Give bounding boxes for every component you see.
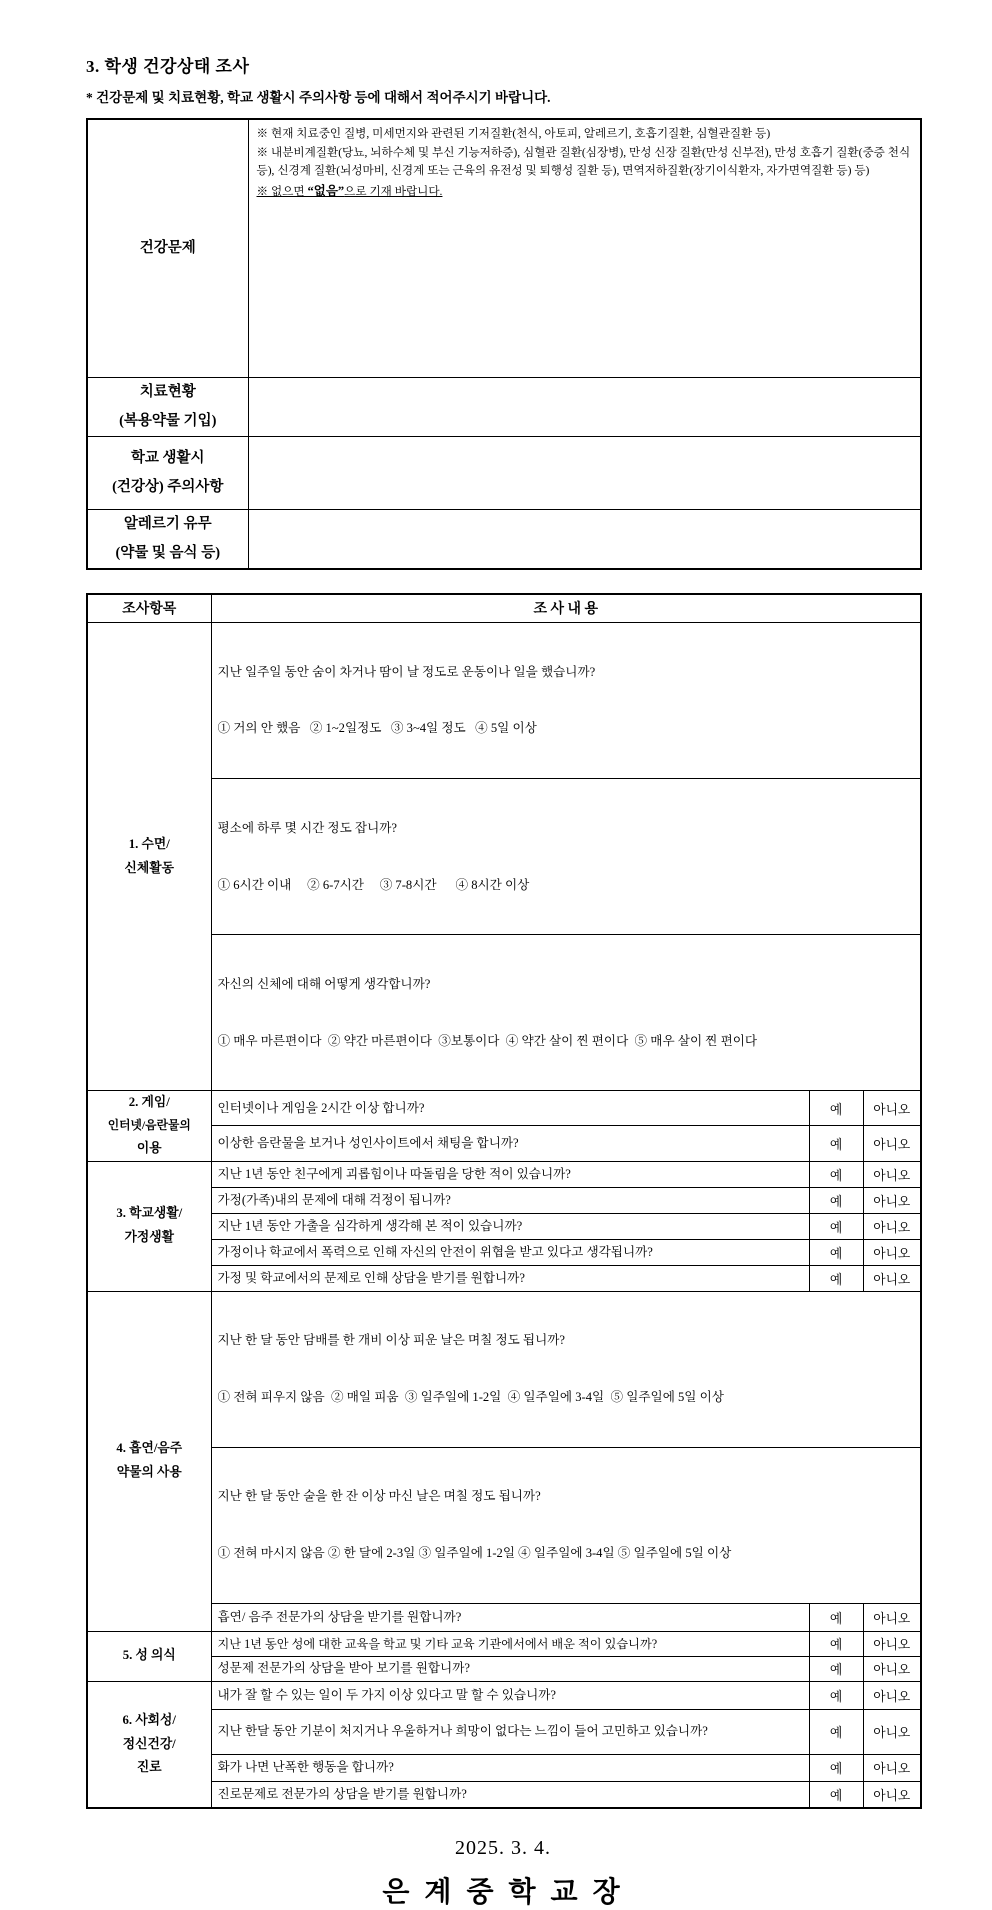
no-cell[interactable]: 아니오 (863, 1265, 921, 1291)
question-cell: 화가 나면 난폭한 행동을 합니까? (211, 1754, 809, 1781)
no-cell[interactable]: 아니오 (863, 1239, 921, 1265)
yes-cell[interactable]: 예 (809, 1681, 863, 1709)
survey-header-item: 조사항목 (87, 594, 211, 623)
page-subtitle: * 건강문제 및 치료현황, 학교 생활시 주의사항 등에 대해서 적어주시기 바랍니다. (86, 90, 551, 105)
question-cell: 성문제 전문가의 상담을 받아 보기를 원합니까? (211, 1656, 809, 1681)
question-cell: 지난 1년 동안 가출을 심각하게 생각해 본 적이 있습니까? (211, 1213, 809, 1239)
no-cell[interactable]: 아니오 (863, 1656, 921, 1681)
treatment-status-answer-cell[interactable] (248, 377, 921, 436)
yes-cell[interactable]: 예 (809, 1781, 863, 1808)
yes-cell[interactable]: 예 (809, 1754, 863, 1781)
section-sleep-activity: 1. 수면/ 신체활동 (87, 623, 211, 1091)
health-problem-answer-cell[interactable] (248, 119, 921, 377)
question-cell: 이상한 음란물을 보거나 성인사이트에서 채팅을 합니까? (211, 1126, 809, 1161)
health-note-final: ※ 없으면 “없음”으로 기재 바랍니다. (256, 183, 443, 198)
section-game-internet: 2. 게임/ 인터넷/음란물의 이용 (87, 1091, 211, 1161)
no-cell[interactable]: 아니오 (863, 1187, 921, 1213)
answer-options: ① 전혀 피우지 않음 ② 매일 피움 ③ 일주일에 1-2일 ④ 일주일에 3-4일 ⑤ 일주일에 5일 이상 (217, 1389, 724, 1404)
question-cell: 진로문제로 전문가의 상담을 받기를 원합니까? (211, 1781, 809, 1808)
question-cell: 자신의 신체에 대해 어떻게 생각합니까? ① 매우 마른편이다 ② 약간 마른편이다 ③보통이다 ④ 약간 살이 찐 편이다 ⑤ 매우 살이 찐 편이다 (211, 935, 921, 1091)
survey-header-content: 조 사 내 용 (211, 594, 921, 623)
answer-options: ① 매우 마른편이다 ② 약간 마른편이다 ③보통이다 ④ 약간 살이 찐 편이다 ⑤ 매우 살이 찐 편이다 (217, 1033, 758, 1048)
no-cell[interactable]: 아니오 (863, 1681, 921, 1709)
no-cell[interactable]: 아니오 (863, 1126, 921, 1161)
no-cell[interactable]: 아니오 (863, 1631, 921, 1656)
question-cell: 지난 한달 동안 기분이 처지거나 우울하거나 희망이 없다는 느낌이 들어 고민하고 있습니까? (211, 1709, 809, 1754)
health-note-line1: ※ 현재 치료중인 질병, 미세먼지와 관련된 기저질환(천식, 아토피, 알레르기, 호흡기질환, 심혈관질환 등) (256, 127, 771, 140)
yes-cell[interactable]: 예 (809, 1187, 863, 1213)
principal-signature: 은 계 중 학 교 장 (382, 1877, 624, 1909)
yes-cell[interactable]: 예 (809, 1603, 863, 1631)
answer-options: ① 거의 안 했음 ② 1~2일정도 ③ 3~4일 정도 ④ 5일 이상 (217, 721, 537, 736)
question-cell: 지난 한 달 동안 술을 한 잔 이상 마신 날은 며칠 정도 됩니까? ① 전혀 마시지 않음 ② 한 달에 2-3일 ③ 일주일에 1-2일 ④ 일주일에 3-4일 ⑤ 일주일에 5일 이상 (211, 1447, 921, 1603)
question-cell: 지난 1년 동안 친구에게 괴롭힘이나 따돌림을 당한 적이 있습니까? (211, 1161, 809, 1187)
question-cell: 인터넷이나 게임을 2시간 이상 합니까? (211, 1091, 809, 1126)
allergy-label: 알레르기 유무 (약물 및 음식 등) (87, 509, 248, 569)
yes-cell[interactable]: 예 (809, 1091, 863, 1126)
question-cell: 지난 일주일 동안 숨이 차거나 땀이 날 정도로 운동이나 일을 했습니까? ① 거의 안 했음 ② 1~2일정도 ③ 3~4일 정도 ④ 5일 이상 (211, 623, 921, 779)
question-cell: 가정 및 학교에서의 문제로 인해 상담을 받기를 원합니까? (211, 1265, 809, 1291)
treatment-status-label: 치료현황 (복용약물 기입) (87, 377, 248, 436)
yes-cell[interactable]: 예 (809, 1656, 863, 1681)
yes-cell[interactable]: 예 (809, 1631, 863, 1656)
school-caution-answer-cell[interactable] (248, 436, 921, 509)
yes-cell[interactable]: 예 (809, 1161, 863, 1187)
question-cell: 흡연/ 음주 전문가의 상담을 받기를 원합니까? (211, 1603, 809, 1631)
section-sex-awareness: 5. 성 의식 (87, 1631, 211, 1681)
section-smoking-drinking: 4. 흡연/음주 약물의 사용 (87, 1291, 211, 1631)
health-problem-label (87, 119, 248, 377)
question-cell: 가정이나 학교에서 폭력으로 인해 자신의 안전이 위협을 받고 있다고 생각됩니까? (211, 1239, 809, 1265)
yes-cell[interactable]: 예 (809, 1709, 863, 1754)
no-cell[interactable]: 아니오 (863, 1161, 921, 1187)
school-caution-label: 학교 생활시 (건강상) 주의사항 (87, 436, 248, 509)
question-cell: 지난 한 달 동안 담배를 한 개비 이상 피운 날은 며칠 정도 됩니까? ① 전혀 피우지 않음 ② 매일 피움 ③ 일주일에 1-2일 ④ 일주일에 3-4일 ⑤ 일주일에 5일 이상 (211, 1291, 921, 1447)
section-school-home-life: 3. 학교생활/ 가정생활 (87, 1161, 211, 1291)
section-social-mental-career: 6. 사회성/ 정신건강/ 진로 (87, 1681, 211, 1808)
no-cell[interactable]: 아니오 (863, 1213, 921, 1239)
no-cell[interactable]: 아니오 (863, 1781, 921, 1808)
yes-cell[interactable]: 예 (809, 1213, 863, 1239)
health-problem-label-text: 건강문제 (139, 239, 196, 256)
yes-cell[interactable]: 예 (809, 1239, 863, 1265)
yes-cell[interactable]: 예 (809, 1265, 863, 1291)
page-title: 3. 학생 건강상태 조사 (86, 57, 250, 76)
health-info-table (86, 118, 922, 570)
question-cell: 지난 1년 동안 성에 대한 교육을 학교 및 기타 교육 기관에서에서 배운 적이 있습니까? (211, 1631, 809, 1656)
no-cell[interactable]: 아니오 (863, 1754, 921, 1781)
health-note-line2: ※ 내분비계질환(당뇨, 뇌하수체 및 부신 기능저하증), 심혈관 질환(심장병), 만성 신장 질환(만성 신부전), 만성 호흡기 질환(중증 천식 등), 신경계 질환(뇌성마비, 신경계 또는 근육의 유전성 및 퇴행성 질환 등), 면역저하질환(장기이식환자, 자가면역질환 등) 등)※ 없으면 “없음”으로 기재 바랍니다. (256, 145, 911, 198)
answer-options: ① 전혀 마시지 않음 ② 한 달에 2-3일 ③ 일주일에 1-2일 ④ 일주일에 3-4일 ⑤ 일주일에 5일 이상 (217, 1546, 732, 1561)
yes-cell[interactable]: 예 (809, 1126, 863, 1161)
question-cell: 내가 잘 할 수 있는 일이 두 가지 이상 있다고 말 할 수 있습니까? (211, 1681, 809, 1709)
question-cell: 가정(가족)내의 문제에 대해 걱정이 됩니까? (211, 1187, 809, 1213)
no-cell[interactable]: 아니오 (863, 1603, 921, 1631)
document-date: 2025. 3. 4. (455, 1837, 551, 1860)
question-cell: 평소에 하루 몇 시간 정도 잡니까? ① 6시간 이내 ② 6-7시간 ③ 7-8시간 ④ 8시간 이상 (211, 779, 921, 935)
no-cell[interactable]: 아니오 (863, 1091, 921, 1126)
no-cell[interactable]: 아니오 (863, 1709, 921, 1754)
allergy-answer-cell[interactable] (248, 509, 921, 569)
answer-options: ① 6시간 이내 ② 6-7시간 ③ 7-8시간 ④ 8시간 이상 (217, 877, 530, 892)
survey-table (86, 593, 922, 1810)
